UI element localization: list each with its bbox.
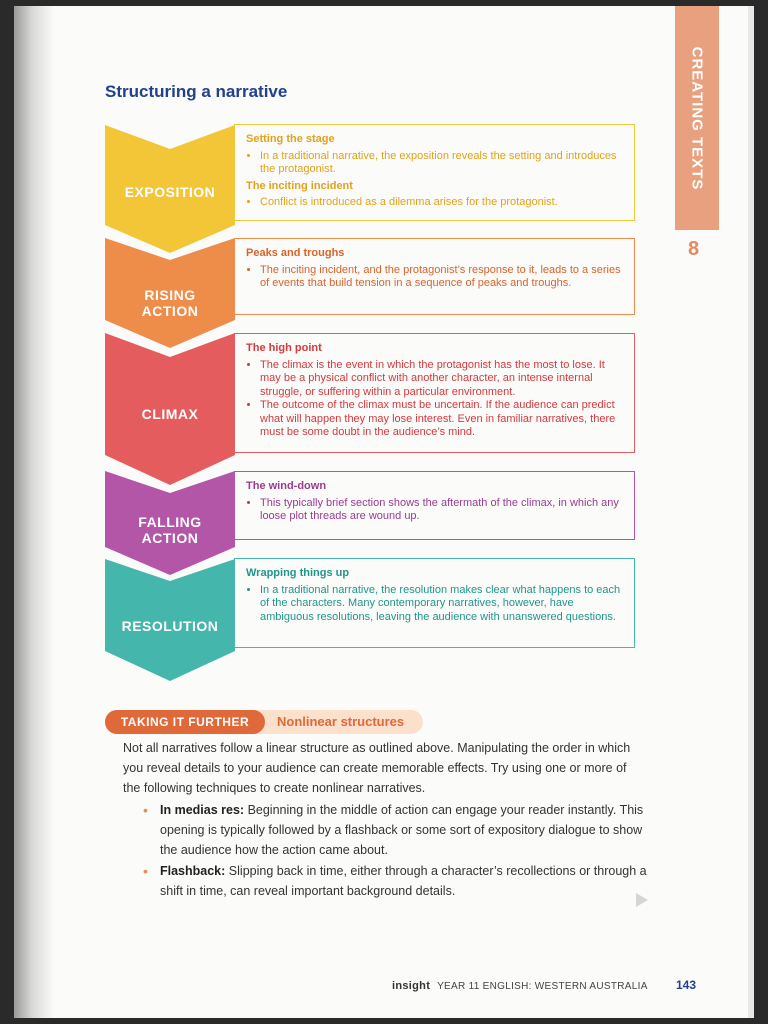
exposition-box (234, 124, 635, 221)
book-gutter-shadow (14, 6, 54, 1018)
technique-text: Slipping back in time, either through a character’s recollections or through a shift in time, can reveal important background details. (160, 864, 647, 898)
stage-label-rising-action: RISING ACTION (141, 287, 199, 319)
page-title: Structuring a narrative (105, 82, 288, 101)
section-heading: The wind-down (246, 480, 327, 492)
climax-box (234, 333, 635, 453)
bullet: • Conflict is introduced as a dilemma arises for the protagonist. (260, 196, 624, 210)
page-footer (392, 980, 648, 992)
bullet: • In a traditional narrative, the resolution makes clear what happens to each of the characters. Many contemporary narratives, however, have ambiguous resolutions, leaving the audience with unanswered questions. (260, 584, 624, 625)
stage-label-falling-action: FALLING ACTION (138, 514, 202, 546)
stage-label-climax: CLIMAX (141, 406, 199, 422)
technique-term: In medias res: (160, 803, 245, 817)
technique-text: Beginning in the middle of action can engage your reader instantly. This opening is typically followed by a flashback or some sort of expository dialogue to show the audience how the action came about. (160, 803, 644, 857)
bullet: • The inciting incident, and the protagonist’s response to it, leads to a series of events that build tension in a sequence of peaks and troughs. (260, 264, 624, 291)
section-heading: Peaks and troughs (246, 247, 345, 259)
taking-it-further-banner (105, 710, 423, 734)
bullet: • In a traditional narrative, the exposition reveals the setting and introduces the protagonist. (260, 150, 624, 177)
chapter-number: 8 (688, 238, 700, 260)
section-heading: The inciting incident (246, 179, 353, 192)
stage-label-resolution: RESOLUTION (121, 618, 219, 634)
intro-paragraph: Not all narratives follow a linear structure as outlined above. Manipulating the order in which you reveal details to your audience can create memorable effects. Try using one or more of the following techniques to create nonlinear narratives. (123, 741, 631, 795)
rising-action-box (234, 238, 635, 315)
footer-text: YEAR 11 ENGLISH: WESTERN AUSTRALIA (437, 981, 648, 992)
footer-brand: insight (392, 980, 431, 992)
stage-label-exposition: EXPOSITION (124, 184, 216, 200)
section-heading: The high point (246, 342, 322, 354)
resolution-box (234, 558, 635, 648)
technique-item: • Flashback: Slipping back in time, either through a character’s recollections or through a shift in time, can reveal important background details. (143, 863, 647, 898)
taking-it-further-title: Nonlinear structures (277, 714, 405, 729)
next-page-arrow-icon (636, 893, 648, 907)
technique-item: • In medias res: Beginning in the middle of action can engage your reader instantly. This opening is typically followed by a flashback or some sort of expository dialogue to show the audience how the action came about. (143, 802, 644, 857)
side-tab-label: CREATING TEXTS (688, 46, 706, 190)
bullet: • The outcome of the climax must be uncertain. If the audience can predict what will happen they may lose interest. Even in familiar narratives, there must be some doubt in the audience’s mind. (260, 399, 624, 440)
bullet: • This typically brief section shows the aftermath of the climax, in which any loose plot threads are wound up. (260, 497, 624, 524)
section-heading: Wrapping things up (246, 567, 350, 579)
page-edge (748, 6, 754, 1018)
bullet: • The climax is the event in which the protagonist has the most to lose. It may be a physical conflict with another character, an intense internal struggle, or suffering within a particular environment. (260, 359, 624, 400)
page-number: 143 (676, 978, 697, 992)
falling-action-box (234, 471, 635, 540)
taking-it-further-label: TAKING IT FURTHER (105, 710, 265, 734)
section-heading: Setting the stage (246, 133, 335, 145)
technique-term: Flashback: (160, 864, 226, 878)
